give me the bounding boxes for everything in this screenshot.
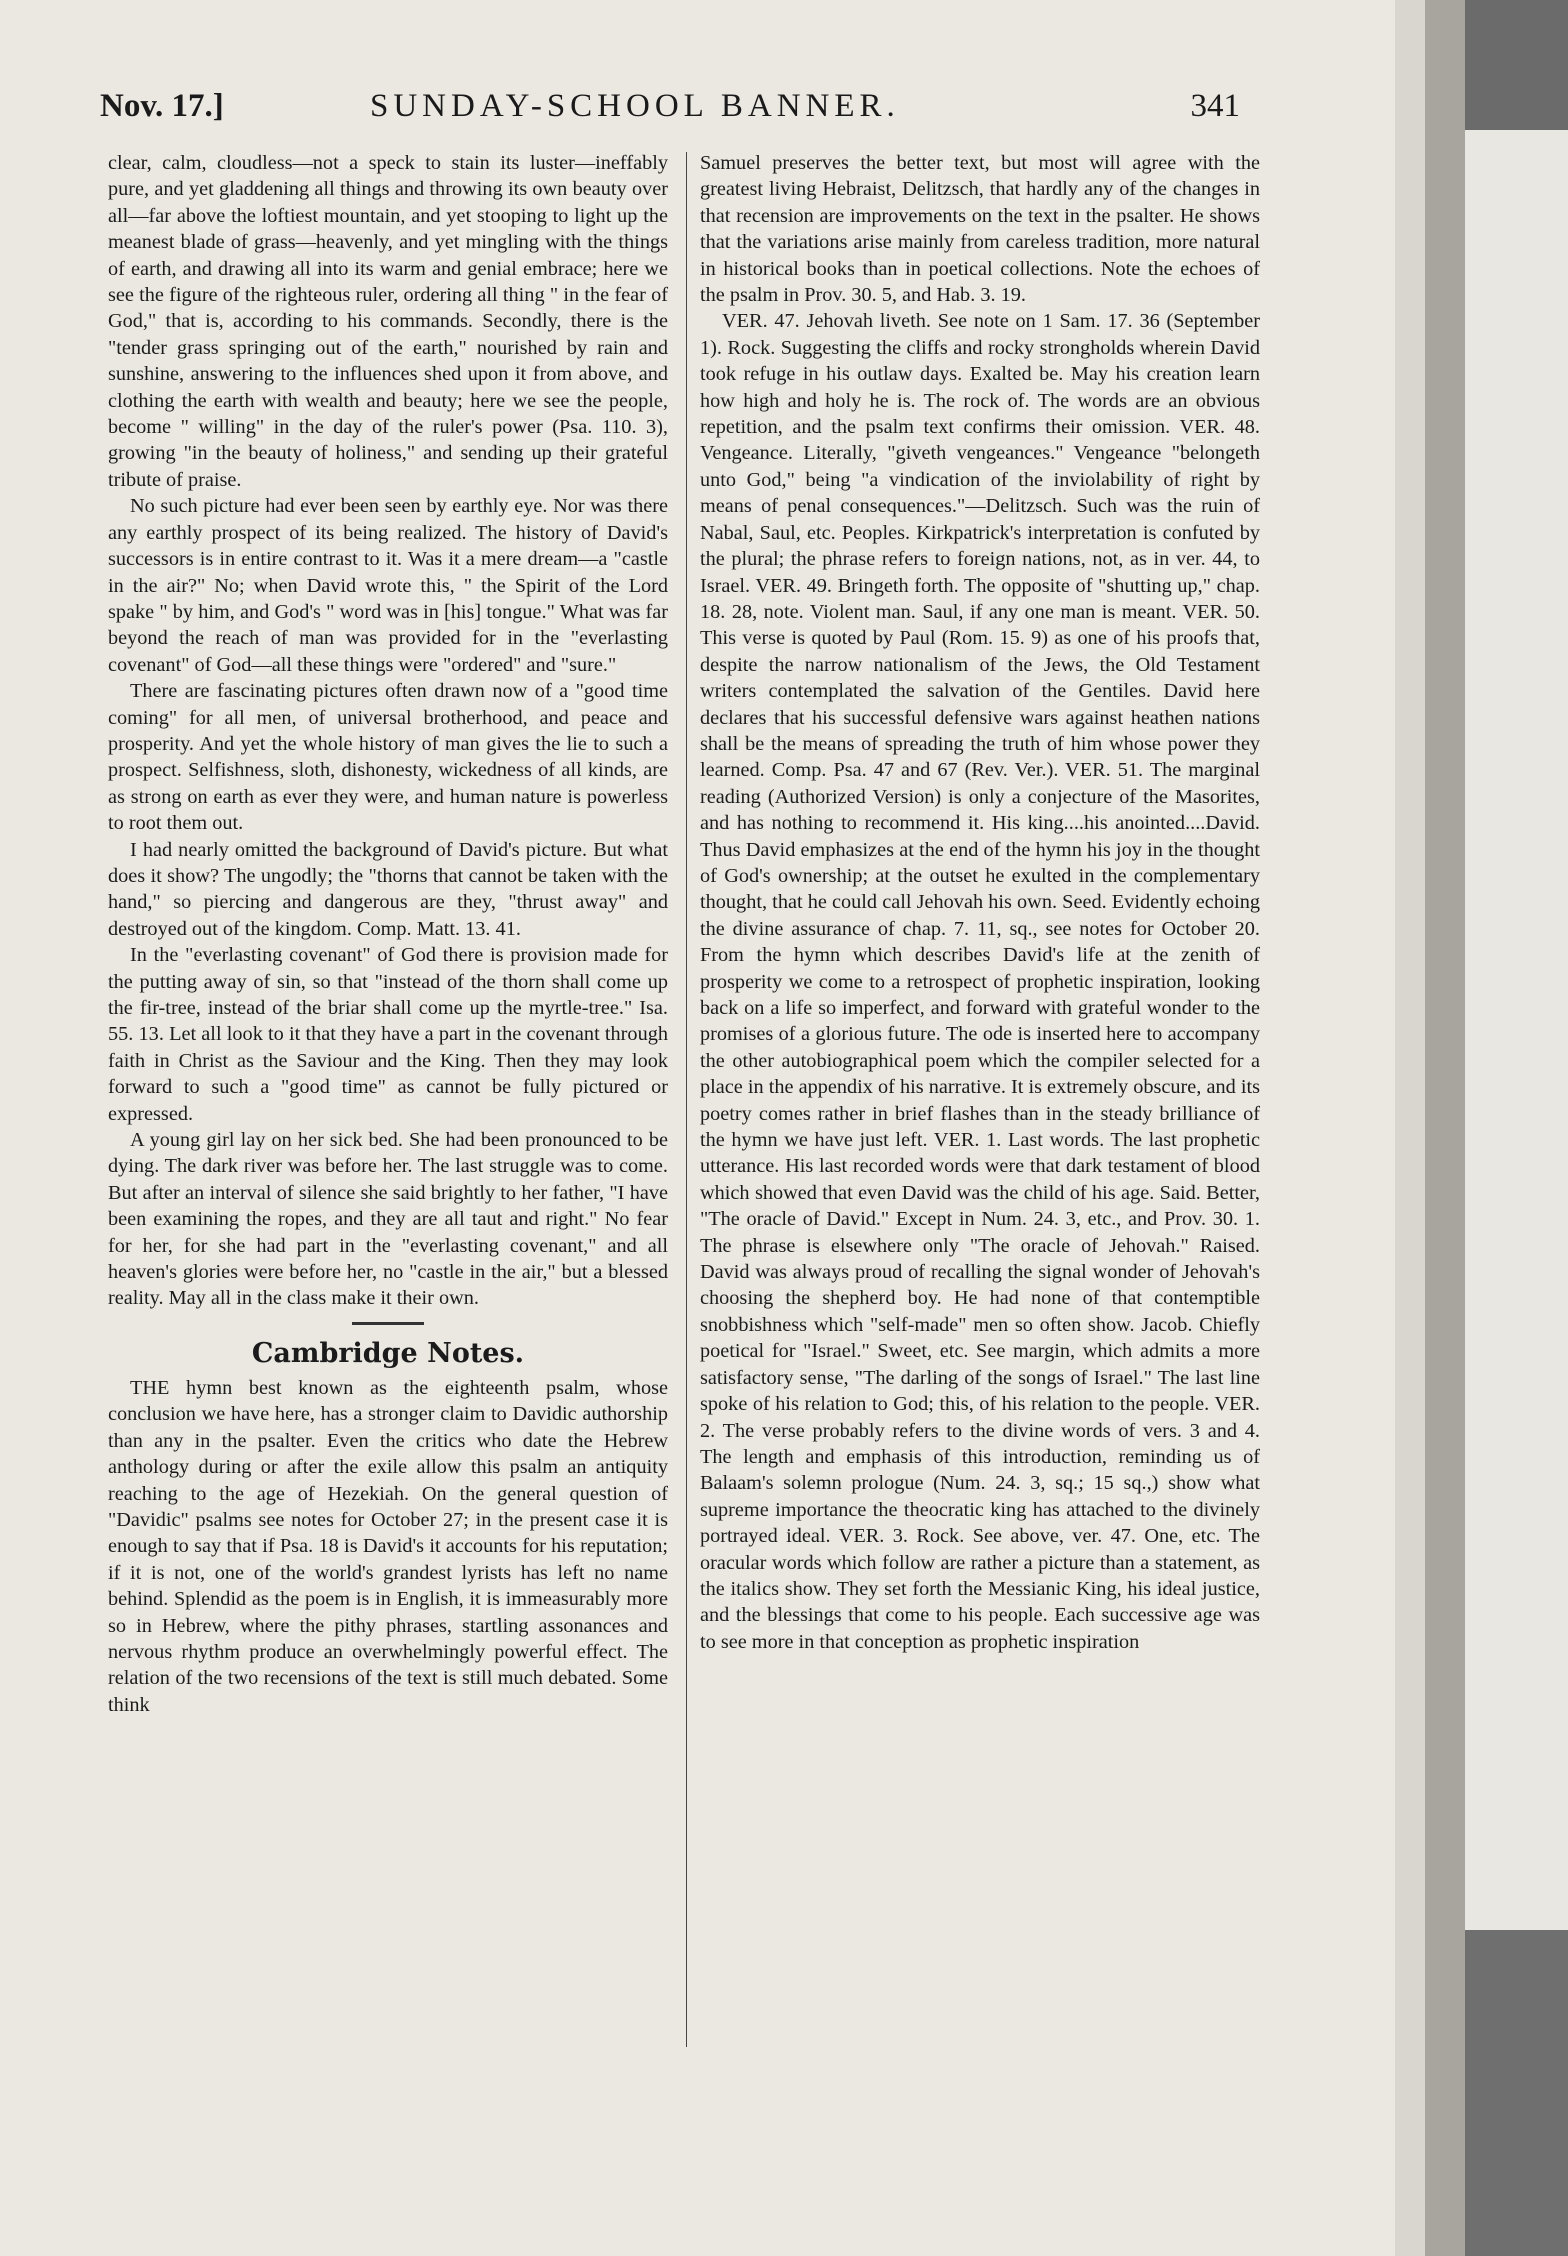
paragraph: VER. 47. Jehovah liveth. See note on 1 Sam. 17. 36 (September 1). Rock. Suggesting the cliffs and rocky strongholds wherein David took refuge in his outlaw days. Exalted be. May his creation learn how high and holy he is. The rock of. The words are an obvious repetition, and the psalm text confirms their omission. VER. 48. Vengeance. Literally, "giveth vengeances." Vengeance "belongeth unto God," being "a vindication of the inviolability of right by means of penal consequences."—Delitzsch. Such was the ruin of Nabal, Saul, etc. Peoples. Kirkpatrick's interpretation is confuted by the plural; the phrase refers to foreign nations, not, as in ver. 44, to Israel. VER. 49. Bringeth forth. The opposite of "shutting up," chap. 18. 28, note. Violent man. Saul, if any one man is meant. VER. 50. This verse is quoted by Paul (Rom. 15. 9) as one of his proofs that, despite the narrow nationalism of the Jews, the Old Testament writers contemplated the salvation of the Gentiles. David here declares that his successful defensive wars against heathen nations shall be the means of spreading the truth of him whose power they learned. Comp. Psa. 47 and 67 (Rev. Ver.). VER. 51. The marginal reading (Authorized Version) is only a conjecture of the Masorites, and has nothing to recommend it. His king....his anointed....David. Thus David emphasizes at the end of the hymn his joy in the thought of God's ownership; at the outset he exulted in the complementary thought, that he could call Jehovah his own. Seed. Evidently echoing the divine assurance of chap. 7. 11, sq., see notes for October 20. From the hymn which describes David's life at the zenith of prosperity we come to a retrospect of prophetic inspiration, looking back on a life so imperfect, and forward with grateful wonder to the promises of a glorious future. The ode is inserted here to accompany the other autobiographical poem which the compiler selected for a place in the appendix of his narrative. It is extremely obscure, and its poetry comes rather in brief flashes than in the steady brilliance of the hymn we have just left. VER. 1. Last words. The last prophetic utterance. His last recorded words were that dark testament of blood which showed that even David was the child of his age. Said. Better, "The oracle of David." Except in Num. 24. 3, etc., and Prov. 30. 1. The phrase is elsewhere only "The oracle of Jehovah." Raised. David was always proud of recalling the signal wonder of Jehovah's choosing the shepherd boy. He had none of that contemptible snobbishness which "self-made" men so often show. Jacob. Chiefly poetical for "Israel." Sweet, etc. See margin, which admits a more satisfactory sense, "The darling of the songs of Israel." The last line spoke of his relation to God; this, of his relation to the people. VER. 2. The verse probably refers to the divine words of vers. 3 and 4. The length and emphasis of this introduction, reminding us of Balaam's solemn prologue (Num. 24. 3, sq.; 15 sq.,) show what supreme importance the theocratic king has attached to the divinely portrayed ideal. VER. 3. Rock. See above, ver. 47. One, etc. The oracular words which follow are rather a picture than a statement, as the italics show. They set forth the Messianic King, his ideal justice, and the blessings that come to his people. Each successive age was to see more in that conception as prophetic inspiration [700,310,1260,1653]
paragraph: There are fascinating pictures often drawn now of a "good time coming" for all men, of universal brotherhood, and peace and prosperity. And yet the whole history of man gives the lie to such a prospect. Selfishness, sloth, dishonesty, wickedness of all kinds, are as strong on earth as ever they were, and human nature is powerless to root them out. [108,680,668,835]
column-rule [686,152,687,2047]
paragraph: Samuel preserves the better text, but most will agree with the greatest living Hebraist, Delitzsch, that hardly any of the changes in that recension are improvements on the text in the psalter. He shows that the variations arise mainly from careless tradition, more natural in historical books than in poetical collections. Note the echoes of the psalm in Prov. 30. 5, and Hab. 3. 19. [700,152,1260,307]
section-divider [352,1322,424,1325]
paragraph: I had nearly omitted the background of David's picture. But what does it show? The ungodly; the "thorns that cannot be taken with the hand," so piercing and dangerous are they, "thrust away" and destroyed out of the kingdom. Comp. Matt. 13. 41. [108,838,668,940]
publication-title: SUNDAY-SCHOOL BANNER. [370,88,900,124]
background-dark [1465,1930,1568,2256]
page-edge [1395,0,1425,2256]
paragraph: clear, calm, cloudless—not a speck to stain its luster—ineffably pure, and yet gladdening all things and throwing its own beauty over all—far above the loftiest mountain, and yet stooping to light up the meanest blade of grass—heavenly, and yet mingling with the things of earth, and drawing all into its warm and genial embrace; here we see the figure of the righteous ruler, ordering all thing " in the fear of God," that is, according to his commands. Secondly, there is the "tender grass springing out of the earth," nourished by rain and sunshine, answering to the influences shed upon it from above, and clothing the earth with wealth and beauty; here we see the people, become " willing" in the day of the ruler's power (Psa. 110. 3), growing "in the beauty of holiness," and sending up their grateful tribute of praise. [108,152,668,491]
paragraph: In the "everlasting covenant" of God there is provision made for the putting away of sin, so that "instead of the thorn shall come up the fir-tree, instead of the briar shall come up the myrtle-tree." Isa. 55. 13. Let all look to it that they have a part in the covenant through faith in Christ as the Saviour and the King. Then they may look forward to such a "good time" as cannot be fully pictured or expressed. [108,944,668,1125]
binding-shadow [1425,0,1465,2256]
paragraph: A young girl lay on her sick bed. She had been pronounced to be dying. The dark river was before her. The last struggle was to come. But after an interval of silence she said brightly to her father, "I have been examining the ropes, and they are all taut and right." No fear for her, for she had part in the "everlasting covenant," and all heaven's glories were before her, no "castle in the air," but a blessed reality. May all in the class make it their own. [108,1129,668,1310]
background-dark [1465,0,1568,130]
issue-date: Nov. 17.] [100,88,224,124]
paragraph: THE hymn best known as the eighteenth psalm, whose conclusion we have here, has a stronger claim to Davidic authorship than any in the psalter. Even the critics who date the Hebrew anthology during or after the exile allow this psalm an antiquity reaching to the age of Hezekiah. On the general question of "Davidic" psalms see notes for October 27; in the present case it is enough to say that if Psa. 18 is David's it accounts for his reputation; if it is not, one of the world's grandest lyrists has left no name behind. Splendid as the poem is in English, it is immeasurably more so in Hebrew, where the pithy phrases, startling assonances and nervous rhythm produce an overwhelmingly powerful effect. The relation of the two recensions of the text is still much debated. Some think [108,1376,668,1716]
section-heading: Cambridge Notes. [251,1337,525,1369]
left-column [108,150,668,2050]
paragraph: No such picture had ever been seen by earthly eye. Nor was there any earthly prospect of its being realized. The history of David's successors is in entire contrast to it. Was it a mere dream—a "castle in the air?" No; when David wrote this, " the Spirit of the Lord spake " by him, and God's " word was in [his] tongue." What was far beyond the reach of man was provided for in the "everlasting covenant" of God—all these things were "ordered" and "sure." [108,495,668,676]
page-header [100,88,1240,134]
next-page-edge [1465,130,1568,1930]
right-column [700,150,1260,2050]
page-number: 341 [1190,88,1240,124]
